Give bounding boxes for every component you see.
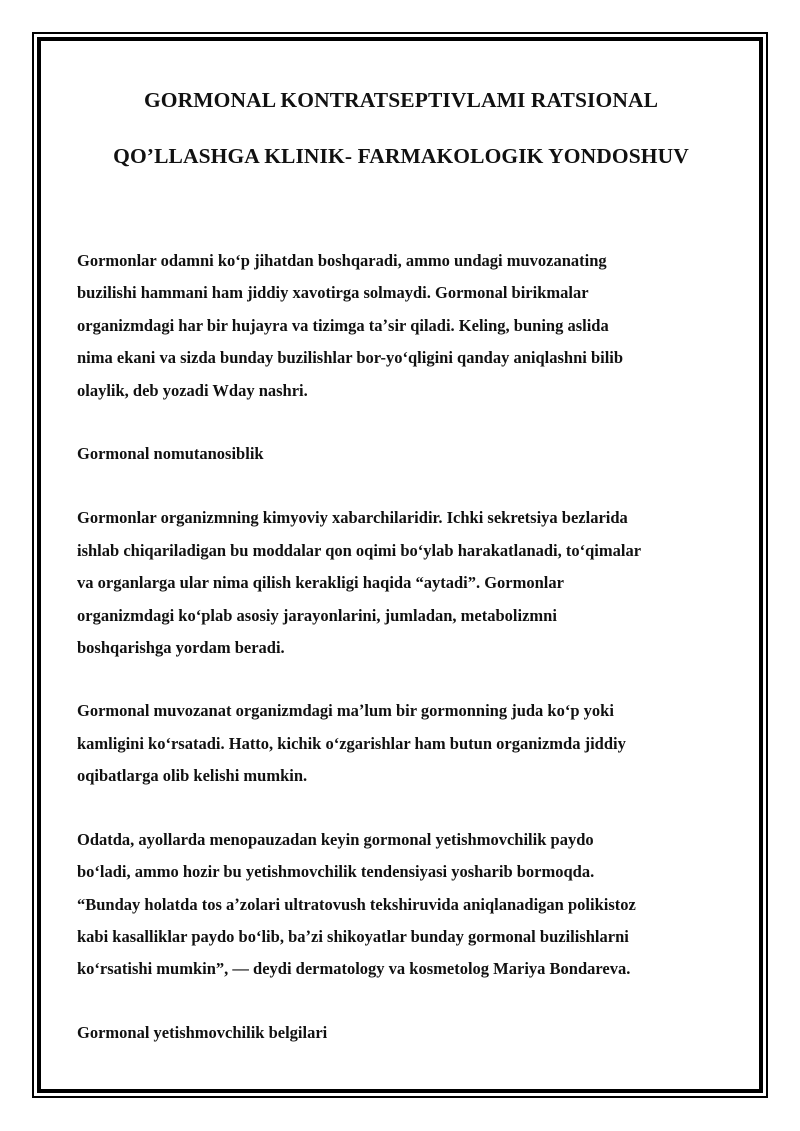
- paragraph-balance: [77, 695, 725, 792]
- title-line-2: QO’LLASHGA KLINIK- FARMAKOLOGIK YONDOSHUV: [113, 144, 689, 168]
- text-line: Gormonlar organizmning kimyoviy xabarchilaridir. Ichki sekretsiya bezlarida: [77, 508, 628, 528]
- text-line: va organlarga ular nima qilish kerakligi haqida “aytadi”. Gormonlar: [77, 573, 564, 593]
- text-line: Gormonal muvozanat organizmdagi maʼlum bir gormonning juda koʻp yoki: [77, 701, 614, 721]
- text-line: nima ekani va sizda bunday buzilishlar bor-yoʻqligini qanday aniqlashni bilib: [77, 348, 624, 368]
- text-line: olaylik, deb yozadi Wday nashri.: [77, 380, 308, 400]
- paragraph-intro: [77, 245, 725, 407]
- text-line: Gormonlar odamni koʻp jihatdan boshqaradi, ammo undagi muvozanating: [77, 251, 607, 270]
- text-line: Gormonal yetishmovchilik belgilari: [77, 1022, 328, 1042]
- text-line: organizmdagi har bir hujayra va tizimga taʼsir qiladi. Keling, buning aslida: [77, 315, 609, 335]
- document-title: [77, 72, 725, 184]
- text-line: Odatda, ayollarda menopauzadan keyin gormonal yetishmovchilik paydo: [77, 829, 594, 849]
- text-line: ishlab chiqariladigan bu moddalar qon oqimi boʻylab harakatlanadi, toʻqimalar: [77, 540, 642, 560]
- text-line: kamligini koʻrsatadi. Hatto, kichik oʻzgarishlar ham butun organizmda jiddiy: [77, 733, 626, 753]
- text-line: kabi kasalliklar paydo boʻlib, baʼzi shikoyatlar bunday gormonal buzilishlarni: [77, 926, 629, 946]
- document-body: [77, 245, 725, 1049]
- section-heading-symptoms: [77, 1017, 725, 1049]
- text-line: buzilishi hammani ham jiddiy xavotirga solmaydi. Gormonal birikmalar: [77, 283, 589, 303]
- text-line: oqibatlarga olib kelishi mumkin.: [77, 766, 308, 786]
- title-line-1: GORMONAL KONTRATSEPTIVLAMI RATSIONAL: [143, 88, 659, 112]
- text-line: boʻladi, ammo hozir bu yetishmovchilik tendensiyasi yosharib bormoqda.: [77, 862, 595, 882]
- text-line: Gormonal nomutanosiblik: [77, 444, 264, 464]
- paragraph-menopause: [77, 824, 725, 986]
- text-line: organizmdagi koʻplab asosiy jarayonlarini, jumladan, metabolizmni: [77, 605, 557, 625]
- document-content: [77, 72, 725, 1081]
- text-line: koʻrsatishi mumkin”, — deydi dermatology va kosmetolog Mariya Bondareva.: [77, 959, 631, 979]
- paragraph-hormones: [77, 502, 725, 664]
- section-heading-imbalance: [77, 438, 725, 470]
- text-line: “Bunday holatda tos aʼzolari ultratovush tekshiruvida aniqlanadigan polikistoz: [77, 894, 636, 914]
- text-line: boshqarishga yordam beradi.: [77, 638, 285, 658]
